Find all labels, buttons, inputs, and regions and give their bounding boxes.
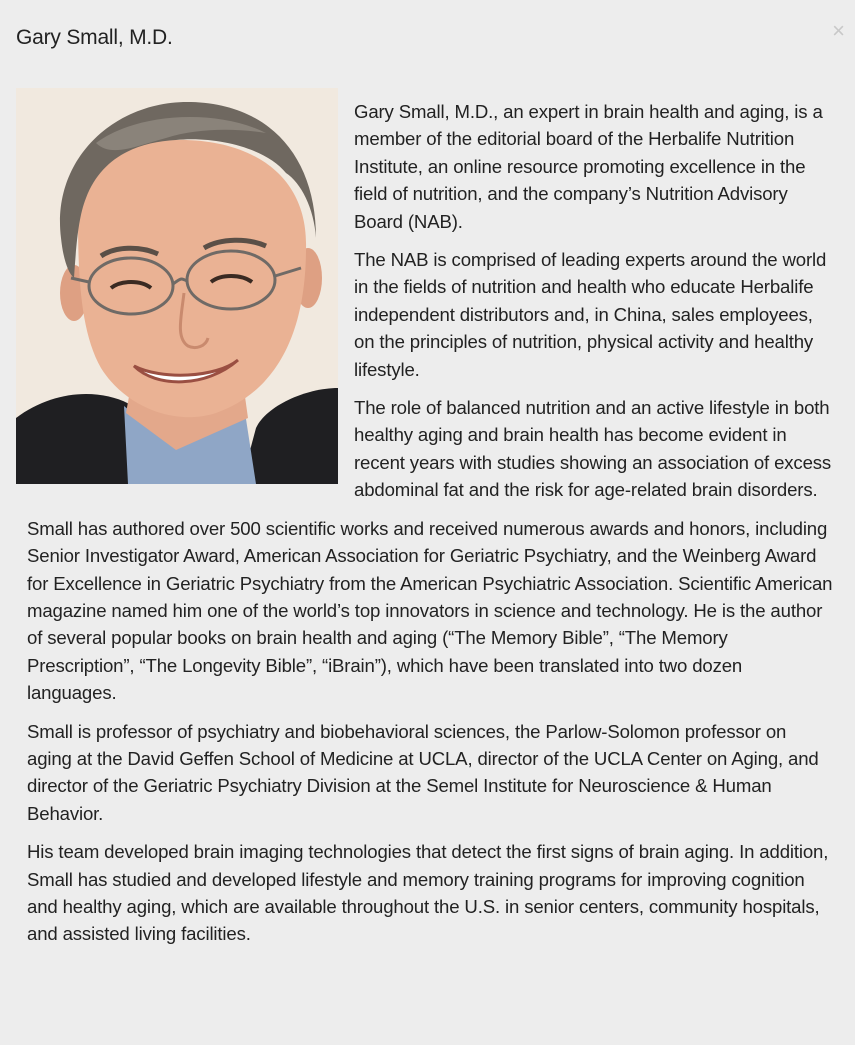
bio-content — [27, 98, 833, 959]
bio-paragraph: Gary Small, M.D., an expert in brain health and aging, is a member of the editorial board of the Herbalife Nutrition Institute, an online resource promoting excellence in the field of nutrition, and the company’s Nutrition Advisory Board (NAB). — [354, 101, 823, 232]
bio-paragraph: Small is professor of psychiatry and biobehavioral sciences, the Parlow-Solomon professor on aging at the David Geffen School of Medicine at UCLA, director of the UCLA Center on Aging, and director of the Geriatric Psychiatry Division at the Semel Institute for Neuroscience & Human Behavior. — [27, 720, 819, 824]
portrait-photo — [16, 88, 338, 484]
close-icon[interactable]: × — [832, 18, 845, 43]
bio-paragraph: Small has authored over 500 scientific works and received numerous awards and honors, including Senior Investigator Award, American Association for Geriatric Psychiatry, and the Weinberg Award for Excellence in Geriatric Psychiatry from the American Psychiatric Association. Scientific American magazine named him one of the world’s top innovators in science and technology. He is the author of several popular books on brain health and aging (“The Memory Bible”, “The Memory Prescription”, “The Longevity Bible”, “iBrain”), which have been translated into two dozen languages. — [27, 517, 833, 704]
bio-paragraph: His team developed brain imaging technologies that detect the first signs of brain aging. In addition, Small has studied and developed lifestyle and memory training programs for improving cognition and healthy aging, which are available throughout the U.S. in senior centers, community hospitals, and assisted living facilities. — [27, 841, 829, 945]
portrait-illustration — [16, 88, 338, 484]
modal-title: Gary Small, M.D. — [16, 26, 173, 49]
bio-paragraph: The NAB is comprised of leading experts around the world in the fields of nutrition and health who educate Herbalife independent distributors and, in China, sales employees, on the principles of nutrition, physical activity and healthy lifestyle. — [354, 249, 827, 380]
bio-paragraph: The role of balanced nutrition and an active lifestyle in both healthy aging and brain health has become evident in recent years with studies showing an association of excess abdominal fat and the risk for age-related brain disorders. — [354, 397, 832, 501]
